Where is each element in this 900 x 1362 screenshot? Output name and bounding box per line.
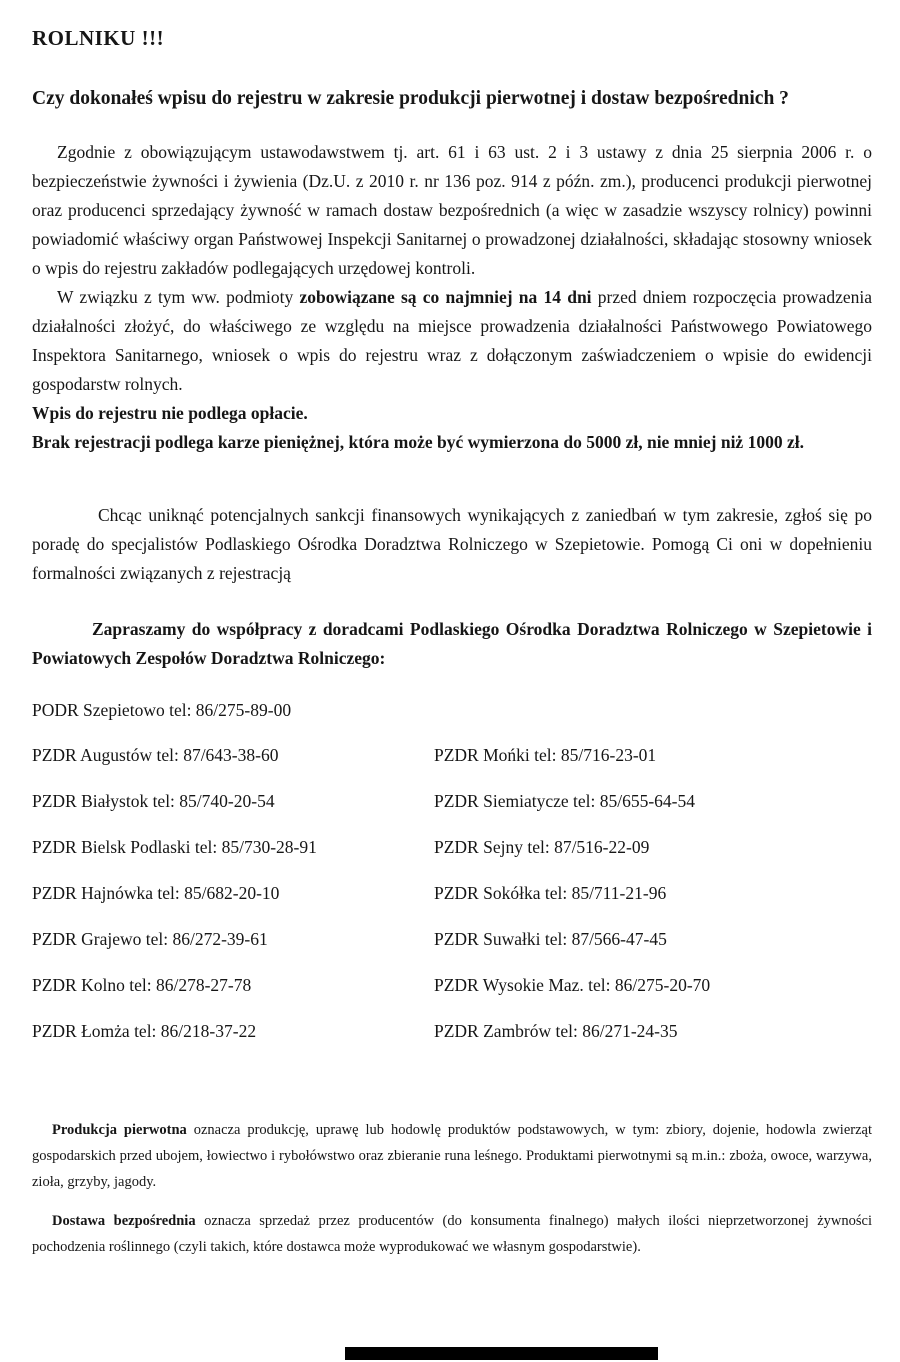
- contact-pzdr-kolno: PZDR Kolno tel: 86/278-27-78: [32, 975, 252, 995]
- scan-artifact-bar: [345, 1347, 658, 1360]
- contact-columns: [32, 745, 872, 1067]
- contact-pzdr-augustow: PZDR Augustów tel: 87/643-38-60: [32, 745, 279, 765]
- contact-pzdr-bialystok: PZDR Białystok tel: 85/740-20-54: [32, 791, 275, 811]
- contact-pzdr-monki: PZDR Mońki tel: 85/716-23-01: [434, 745, 657, 765]
- page-title: ROLNIKU !!!: [32, 26, 165, 50]
- obligation-text-post: przed dniem rozpoczęcia prowadzenia działalności złożyć, do właściwego ze względu na miejsce prowadzenia działalności Państwowego Powiatowego Inspektora Sanitarnego, wniosek o wpis do rejestru wraz z dołączonym zaświadczeniem o wpisie do ewidencji gospodarstw rolnych.: [32, 287, 872, 394]
- contact-pzdr-lomza: PZDR Łomża tel: 86/218-37-22: [32, 1021, 257, 1041]
- contact-column-right: [434, 745, 872, 1067]
- footnote-direct-definition: oznacza sprzedaż przez producentów (do konsumenta finalnego) małych ilości nieprzetworzonej żywności pochodzenia roślinnego (czyli takich, które dostawca może wyprodukować we własnym gospodarstwie).: [32, 1213, 873, 1255]
- no-fee-statement: Wpis do rejestru nie podlega opłacie.: [32, 403, 308, 423]
- footnote-primary-production: [32, 1117, 872, 1195]
- paragraph-obligation: [32, 283, 872, 399]
- paragraph-legal: Zgodnie z obowiązującym ustawodawstwem tj. art. 61 i 63 ust. 2 i 3 ustawy z dnia 25 sierpnia 2006 r. o bezpieczeństwie żywności i żywienia (Dz.U. z 2010 r. nr 136 poz. 914 z późn. zm.), producenci produkcji pierwotnej oraz producenci sprzedający żywność w ramach dostaw bezpośrednich (a więc w zasadzie wszyscy rolnicy) powinni powiadomić właściwy organ Państwowej Inspekcji Sanitarnej o prowadzonej działalności, składając stosowny wniosek o wpis do rejestru zakładów podlegających urzędowej kontroli.: [32, 142, 872, 278]
- obligation-text-bold: zobowiązane są co najmniej na 14 dni: [299, 287, 592, 307]
- contact-pzdr-grajewo: PZDR Grajewo tel: 86/272-39-61: [32, 929, 268, 949]
- contact-pzdr-siemiatycze: PZDR Siemiatycze tel: 85/655-64-54: [434, 791, 695, 811]
- contact-pzdr-bielsk-podlaski: PZDR Bielsk Podlaski tel: 85/730-28-91: [32, 837, 317, 857]
- footnote-primary-definition: oznacza produkcję, uprawę lub hodowlę produktów podstawowych, w tym: zbiory, dojenie, hodowla zwierząt gospodarskich przed ubojem, łowiectwo i rybołówstwo oraz zbieranie runa leśnego. Produktami pierwotnymi są m.in.: zboża, owoce, warzywa, zioła, grzyby, jagody.: [32, 1122, 872, 1190]
- contact-pzdr-suwalki: PZDR Suwałki tel: 87/566-47-45: [434, 929, 667, 949]
- paragraph-invitation: Zapraszamy do współpracy z doradcami Podlaskiego Ośrodka Doradztwa Rolniczego w Szepietowie i Powiatowych Zespołów Doradztwa Rolniczego:: [32, 619, 872, 668]
- footnote-primary-term: Produkcja pierwotna: [52, 1122, 187, 1138]
- contact-pzdr-hajnowka: PZDR Hajnówka tel: 85/682-20-10: [32, 883, 280, 903]
- obligation-text-pre: W związku z tym ww. podmioty: [57, 287, 300, 307]
- contact-pzdr-wysokie-maz: PZDR Wysokie Maz. tel: 86/275-20-70: [434, 975, 711, 995]
- contact-pzdr-sokolka: PZDR Sokółka tel: 85/711-21-96: [434, 883, 667, 903]
- paragraph-advice: Chcąc uniknąć potencjalnych sankcji finansowych wynikających z zaniedbań w tym zakresie, zgłoś się po poradę do specjalistów Podlaskiego Ośrodka Doradztwa Rolniczego w Szepietowie. Pomogą Ci oni w dopełnieniu formalności związanych z rejestracją: [32, 505, 872, 583]
- penalty-statement: Brak rejestracji podlega karze pieniężnej, która może być wymierzona do 5000 zł, nie mniej niż 1000 zł.: [32, 432, 804, 452]
- question-heading: Czy dokonałeś wpisu do rejestru w zakresie produkcji pierwotnej i dostaw bezpośrednich ?: [32, 88, 789, 109]
- footnote-direct-term: Dostawa bezpośrednia: [52, 1213, 196, 1229]
- contact-podr-szepietowo: PODR Szepietowo tel: 86/275-89-00: [32, 700, 292, 720]
- footnote-direct-delivery: [32, 1208, 872, 1260]
- contact-column-left: [32, 745, 434, 1067]
- contact-pzdr-zambrow: PZDR Zambrów tel: 86/271-24-35: [434, 1021, 678, 1041]
- contact-pzdr-sejny: PZDR Sejny tel: 87/516-22-09: [434, 837, 650, 857]
